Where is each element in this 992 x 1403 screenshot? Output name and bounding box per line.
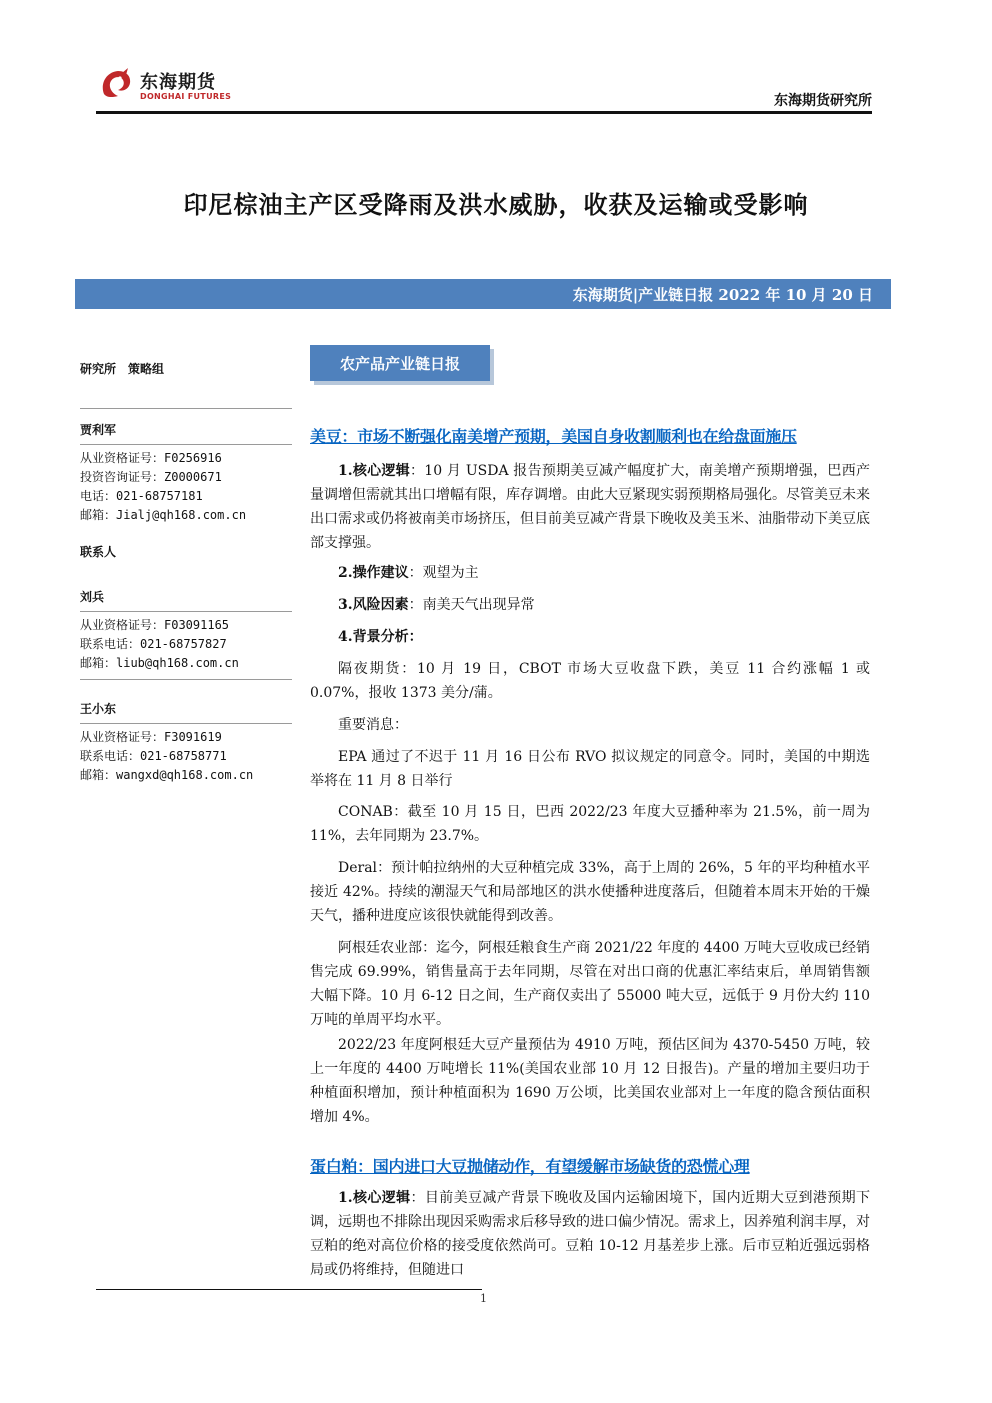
author-sidebar	[80, 360, 292, 785]
report-banner	[75, 279, 891, 309]
logo-chinese-name: 东海期货	[140, 72, 216, 93]
core-logic-text: ：10 月 USDA 报告预期美豆减产幅度扩大，南美增产预期增强，巴西产量调增但需就其出口增幅有限，库存调增。由此大豆紧现实弱预期格局强化。尽管美豆未来出口需求或仍将被南美市场挤压，但目前美豆减产背景下晚收及美玉米、油脂带动下美豆底部支撑强。	[310, 463, 870, 551]
report-title: 印尼棕油主产区受降雨及洪水威胁，收获及运输或受影响	[183, 190, 809, 219]
author-advisory-cert: 投资咨询证号：Z0000671	[80, 470, 222, 484]
sidebar-divider	[80, 408, 292, 409]
paragraph-argentina-ministry: 阿根廷农业部：迄今，阿根廷粮食生产商 2021/22 年度的 4400 万吨大豆收成已经销售完成 69.99%，销售量高于去年同期，尽管在对出口商的优惠汇率结束后，单周销售额大幅下降。10 月 6-12 日之间，生产商仅卖出了 55000 吨大豆，远低于 9 月份大约 110 万吨的单周平均水平。	[310, 940, 870, 1028]
section-heading-meal[interactable]: 蛋白粕：国内进口大豆抛储动作，有望缓解市场缺货的恐慌心理	[310, 1157, 750, 1176]
section-heading-soybean[interactable]: 美豆：市场不断强化南美增产预期，美国自身收割顺利也在给盘面施压	[310, 427, 797, 446]
author-phone: 电话：021-68757181	[80, 489, 203, 503]
contact-cert: 从业资格证号：F3091619	[80, 730, 222, 744]
background-label: 4.背景分析：	[338, 629, 423, 645]
sidebar-divider	[80, 444, 292, 445]
dragon-logo-icon	[96, 64, 136, 104]
contact-email: 邮箱：wangxd@qh168.com.cn	[80, 768, 254, 782]
sidebar-divider	[80, 679, 292, 680]
footer-divider	[96, 1289, 482, 1290]
author-email: 邮箱：Jialj@qh168.com.cn	[80, 508, 247, 522]
contact-phone: 联系电话：021-68757827	[80, 637, 227, 651]
meal-core-logic-label: 1.核心逻辑	[338, 1190, 411, 1206]
operation-advice	[310, 561, 870, 585]
sidebar-divider	[80, 611, 292, 612]
company-logo	[96, 62, 236, 110]
sidebar-group: 研究所 策略组	[80, 362, 165, 376]
logo-english-name: DONGHAI FUTURES	[140, 92, 232, 101]
core-logic-label: 1.核心逻辑	[338, 463, 411, 479]
paragraph-deral: Deral：预计帕拉纳州的大豆种植完成 33%，高于上周的 26%，5 年的平均种植水平接近 42%。持续的潮湿天气和局部地区的洪水使播种进度落后，但随着本周末开始的干燥天气，播种进度应该很快就能得到改善。	[310, 860, 870, 924]
paragraph-epa: EPA 通过了不迟于 11 月 16 日公布 RVO 拟议规定的同意令。同时，美国的中期选举将在 11 月 8 日举行	[310, 749, 870, 789]
header-institute: 东海期货研究所	[774, 93, 872, 109]
paragraph-conab: CONAB：截至 10 月 15 日，巴西 2022/23 年度大豆播种率为 21.5%，前一周为 11%，去年同期为 23.7%。	[310, 804, 870, 844]
risk-label: 3.风险因素	[338, 597, 409, 613]
paragraph-news-label: 重要消息：	[338, 717, 408, 733]
page-number: 1	[480, 1292, 487, 1305]
risk-factors	[310, 593, 870, 617]
operation-text: ：观望为主	[408, 565, 479, 581]
contact-label: 联系人	[80, 545, 117, 559]
sidebar-divider	[80, 723, 292, 724]
contact-name: 王小东	[80, 702, 117, 716]
category-tag	[310, 345, 490, 381]
contact-cert: 从业资格证号：F03091165	[80, 618, 230, 632]
meal-core-logic-text: ：目前美豆减产背景下晚收及国内运输困境下，国内近期大豆到港预期下调，远期也不排除出现因采购需求后移导致的进口偏少情况。需求上，因养殖利润丰厚，对豆粕的绝对高位价格的接受度依然尚可。豆粕 10-12 月基差步上涨。后市豆粕近强远弱格局或仍将维持，但随进口	[310, 1190, 870, 1278]
banner-text: 东海期货|产业链日报 2022 年 10 月 20 日	[572, 286, 873, 304]
author-cert: 从业资格证号：F0256916	[80, 451, 222, 465]
paragraph-argentina-forecast: 2022/23 年度阿根廷大豆产量预估为 4910 万吨，预估区间为 4370-5450 万吨，较上一年度的 4400 万吨增长 11%(美国农业部 10 月 12 日报告)。产量的增加主要归功于种植面积增加，预计种植面积为 1690 万公顷，比美国农业部对上一年度的隐含预估面积增加 4%。	[310, 1037, 870, 1125]
contact-name: 刘兵	[80, 590, 105, 604]
contact-email: 邮箱：liub@qh168.com.cn	[80, 656, 239, 670]
core-logic-paragraph	[310, 459, 870, 555]
category-tag-label: 农产品产业链日报	[339, 355, 460, 373]
operation-label: 2.操作建议	[338, 565, 409, 581]
risk-text: ：南美天气出现异常	[408, 597, 535, 613]
paragraph-overnight-futures: 隔夜期货：10 月 19 日，CBOT 市场大豆收盘下跌，美豆 11 合约涨幅 1 或 0.07%，报收 1373 美分/蒲。	[310, 661, 870, 701]
contact-phone: 联系电话：021-68758771	[80, 749, 227, 763]
header-divider	[96, 111, 872, 114]
meal-core-logic-paragraph	[310, 1186, 870, 1282]
author-name: 贾利军	[80, 423, 117, 437]
